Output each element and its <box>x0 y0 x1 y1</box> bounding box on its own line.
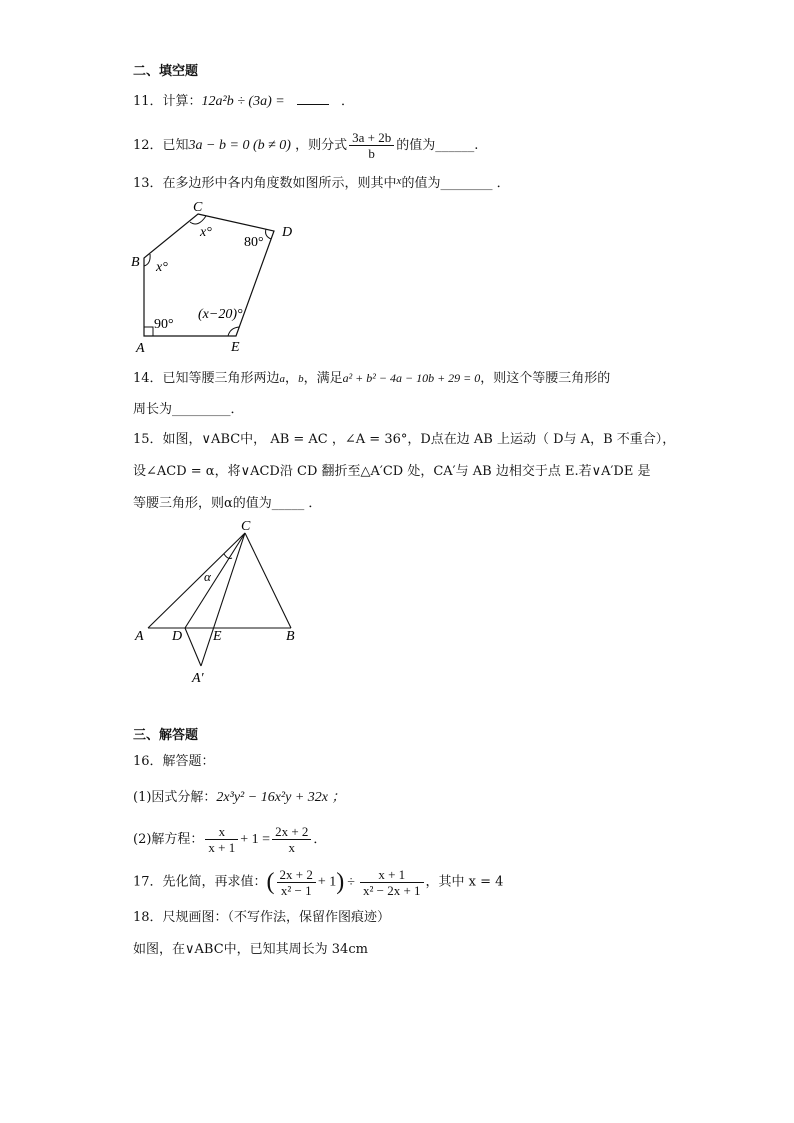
vertex-B: B <box>131 255 140 270</box>
q13-text2: 的值为________ ． <box>401 176 510 191</box>
fraction-denominator: x <box>288 840 295 855</box>
angle-B-label: x° <box>156 260 168 275</box>
fraction-denominator: x² − 1 <box>280 882 312 898</box>
question-16-title: 16．解答题： <box>133 754 215 769</box>
section-title: 三、解答题 <box>133 728 199 743</box>
angle-C-label: x° <box>200 225 212 240</box>
q14-mid: ，满足 <box>303 371 343 386</box>
q12-condition: 3a − b = 0 (b ≠ 0) <box>188 138 291 153</box>
fraction-denominator: x² − 2x + 1 <box>362 882 421 898</box>
question-18-line2: 如图，在∨ABC中，已知其周长为 34cm <box>133 942 368 957</box>
vertex-E: E <box>231 340 240 355</box>
fraction-denominator: x + 1 <box>208 840 236 855</box>
question-15-line2: 设∠ACD = α，将∨ACD沿 CD 翻折至△A′CD 处，CA′与 AB 边相交于点 E.若∨A′DE 是 <box>133 464 651 479</box>
question-14-line2: 周长为_________． <box>133 402 244 417</box>
question-18-title: 18．尺规画图：（不写作法，保留作图痕迹） <box>133 910 391 925</box>
q17-post: ，其中 x = 4 <box>425 874 504 890</box>
question-17 <box>133 862 503 902</box>
q12-prefix: 12．已知 <box>133 138 189 153</box>
tri-point-E: E <box>213 629 222 644</box>
q16-part2-label: (2)解方程： <box>133 832 204 847</box>
q17-prefix: 17．先化简，再求值： <box>133 874 267 890</box>
q11-end: ． <box>340 94 354 109</box>
fraction-numerator: 2x + 2 <box>272 824 311 840</box>
tri-point-D: D <box>172 629 183 644</box>
q11-expression: 12a²b ÷ (3a) = <box>201 94 285 109</box>
q14-sep: ， <box>285 371 299 386</box>
angle-E-label: (x−20)° <box>198 307 243 322</box>
q17-plus-one: + 1 <box>317 874 337 890</box>
question-13 <box>133 171 510 194</box>
answer-blank <box>297 92 329 105</box>
q12-mid: ，则分式 <box>295 138 348 153</box>
vertex-D: D <box>282 225 293 240</box>
q17-fraction-2 <box>360 867 424 898</box>
q11-prefix: 11．计算： <box>133 94 202 109</box>
right-paren: ) <box>336 869 345 895</box>
section-title: 二、填空题 <box>133 64 199 79</box>
tri-vertex-C: C <box>241 519 251 534</box>
tri-vertex-B: B <box>286 629 295 644</box>
pentagon-figure <box>126 196 316 358</box>
angle-A-label: 90° <box>154 317 174 332</box>
q14-equation: a² + b² − 4a − 10b + 29 = 0 <box>342 371 481 385</box>
q13-var: x <box>396 175 402 187</box>
question-16-part1 <box>133 788 345 808</box>
q12-fraction <box>349 130 394 161</box>
q13-text: 13．在多边形中各内角度数如图所示，则其中 <box>133 176 397 191</box>
q14-var-b: b <box>298 373 304 385</box>
question-16-part2 <box>133 820 326 860</box>
question-11 <box>133 92 354 112</box>
q16-fraction-right <box>272 824 311 855</box>
q17-divide: ÷ <box>347 874 355 890</box>
fraction-denominator: b <box>368 146 375 161</box>
angle-D-label: 80° <box>244 235 264 250</box>
q14-prefix: 14．已知等腰三角形两边 <box>133 371 280 386</box>
q17-fraction-1 <box>277 867 316 898</box>
fraction-numerator: x <box>205 824 238 840</box>
q16-fraction-left <box>205 824 238 855</box>
fraction-numerator: x + 1 <box>360 867 424 883</box>
q14-var-a: a <box>279 373 286 385</box>
q14-post: ，则这个等腰三角形的 <box>480 371 611 386</box>
triangle-figure <box>128 516 308 688</box>
q16-part1-expression: 2x³y² − 16x²y + 32x ； <box>216 790 346 805</box>
q12-post: 的值为______. <box>396 138 479 153</box>
question-14-line1 <box>133 368 610 389</box>
fraction-numerator: 3a + 2b <box>349 130 394 146</box>
alpha-label: α <box>204 569 211 584</box>
question-12 <box>133 128 478 164</box>
question-15-line3: 等腰三角形，则α的值为_____ ． <box>133 496 322 511</box>
q16-part2-mid: + 1 = <box>240 832 271 847</box>
vertex-C: C <box>193 200 203 215</box>
q16-part1-label: (1)因式分解： <box>133 790 217 805</box>
tri-vertex-A-prime: A′ <box>192 671 204 686</box>
left-paren: ( <box>266 869 275 895</box>
vertex-A: A <box>136 341 145 356</box>
tri-vertex-A: A <box>135 629 144 644</box>
fraction-numerator: 2x + 2 <box>277 867 316 883</box>
q16-part2-end: ． <box>313 832 327 847</box>
question-15-line1: 15．如图，∨ABC中， AB = AC ，∠A = 36°，D点在边 AB 上运动（ D与 A，B 不重合）， <box>133 432 676 447</box>
